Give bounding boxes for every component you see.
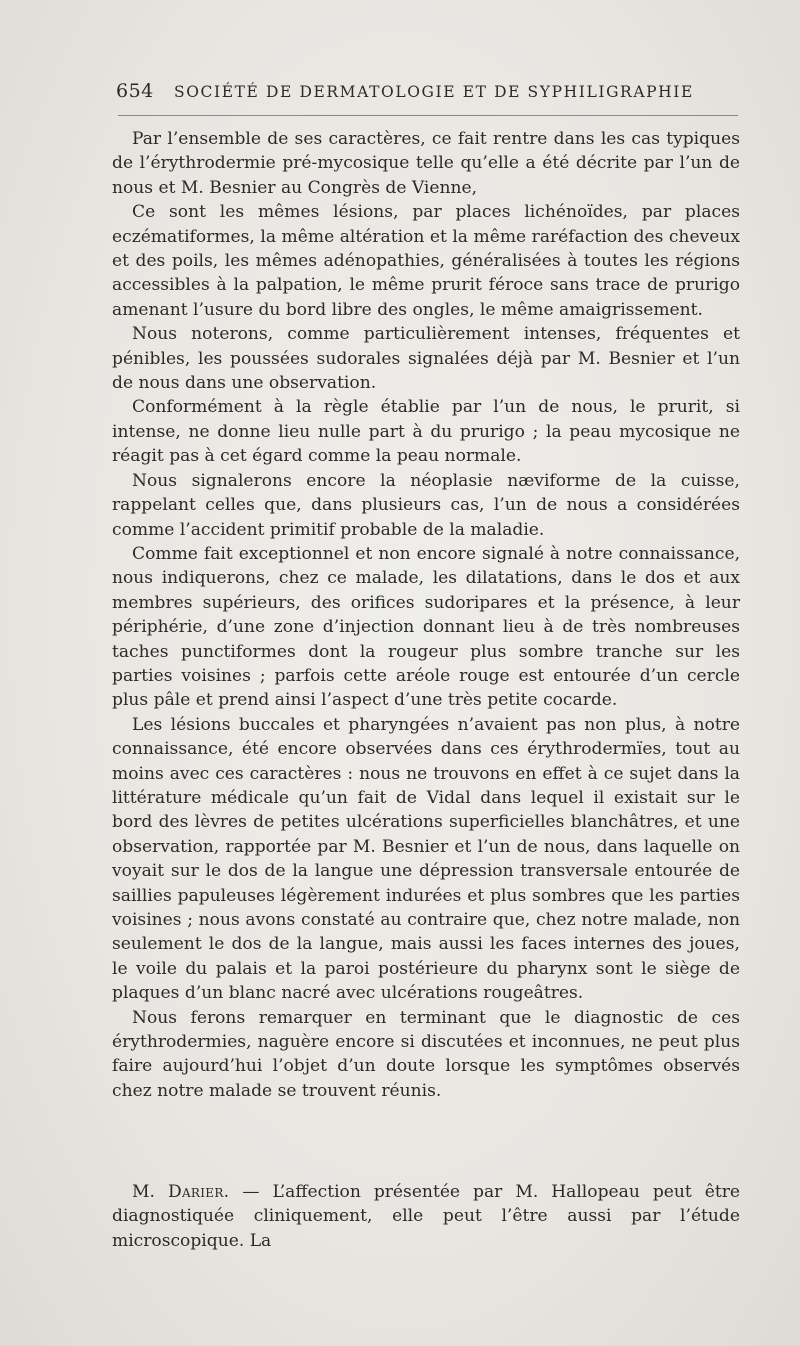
- page-header: [116, 80, 738, 108]
- paragraph: Nous ferons remarquer en terminant que le diagnostic de ces érythrodermies, naguère encore si discutées et inconnues, ne peut plus faire aujourd’hui l’objet d’un doute lorsque les symptômes observés chez notre malade se trouvent réunis.: [112, 1007, 740, 1101]
- paragraph: Ce sont les mêmes lésions, par places lichénoïdes, par places eczématiformes, la même altération et la même raréfaction des cheveux et des poils, les mêmes adénopathies, généralisées à toutes les régions accessibles à la palpation, le même prurit féroce sans trace de prurigo amenant l’usure du bord libre des ongles, le même amaigrissement.: [112, 202, 740, 320]
- speaker-name: Darier.: [167, 1182, 230, 1202]
- paragraph: Les lésions buccales et pharyngées n’avaient pas non plus, à notre connaissance, été encore observées dans ces érythrodermïes, tout au moins avec ces caractères : nous ne trouvons en effet à ce sujet dans la littérature médicale qu’un fait de Vidal dans lequel il existait sur le bord des lèvres de petites ulcérations superficielles blanchâtres, et une observation, rapportée par M. Besnier et l’un de nous, dans laquelle on voyait sur le dos de la langue une dépression transversale entourée de saillies papuleuses légèrement indurées et plus sombres que les parties voisines ; nous avons constaté au contraire que, chez notre malade, non seulement le dos de la langue, mais aussi les faces internes des joues, le voile du palais et la paroi postérieure du pharynx sont le siège de plaques d’un blanc nacré avec ulcérations rougeâtres.: [112, 714, 740, 1004]
- paragraph: Nous noterons, comme particulièrement intenses, fréquentes et pénibles, les poussées sudorales signalées déjà par M. Besnier et l’un de nous dans une observation.: [112, 324, 740, 394]
- discussion-paragraph: [112, 1180, 740, 1253]
- header-rule: [118, 115, 738, 116]
- body-text: [112, 127, 740, 1103]
- paragraph: Comme fait exceptionnel et non encore signalé à notre connaissance, nous indiquerons, chez ce malade, les dilatations, dans le dos et aux membres supérieurs, des orifices sudoripares et la présence, à leur périphérie, d’une zone d’injection donnant lieu à de très nombreuses taches punctiformes dont la rougeur plus sombre tranche sur les parties voisines ; parfois cette aréole rouge est entourée d’un cercle plus pâle et prend ainsi l’aspect d’une très petite cocarde.: [112, 543, 740, 711]
- discussion-text: — L’affection présentée par M. Hallopeau peut être diagnostiquée cliniquement, elle peut l’être aussi par l’étude microscopique. La: [112, 1182, 741, 1251]
- page-number: 654: [116, 80, 154, 102]
- paragraph: Nous signalerons encore la néoplasie næviforme de la cuisse, rappelant celles que, dans plusieurs cas, l’un de nous a considérées comme l’accident primitif probable de la maladie.: [112, 470, 740, 540]
- paragraph: Conformément à la règle établie par l’un de nous, le prurit, si intense, ne donne lieu nulle part à du prurigo ; la peau mycosique ne réagit pas à cet égard comme la peau normale.: [112, 397, 740, 467]
- speaker-prefix: M.: [132, 1182, 168, 1202]
- running-title: SOCIÉTÉ DE DERMATOLOGIE ET DE SYPHILIGRAPHIE: [174, 83, 694, 101]
- paragraph: Par l’ensemble de ses caractères, ce fait rentre dans les cas typiques de l’érythrodermie pré-mycosique telle qu’elle a été décrite par l’un de nous et M. Besnier au Congrès de Vienne,: [112, 129, 740, 198]
